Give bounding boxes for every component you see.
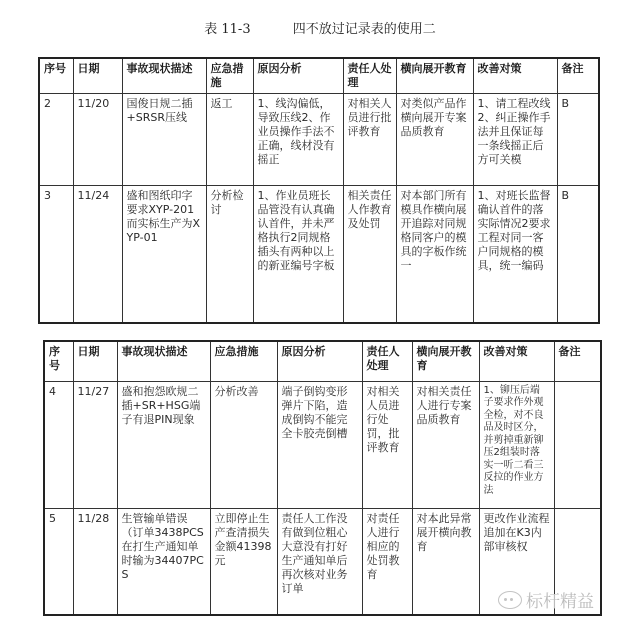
header-description: 事故现状描述	[117, 341, 210, 381]
cell-improvement: 1、铆压后端子要求作外观全检，对不良品及时区分，并剪掉重新铆压2组装时落实一听二看三反拉的作业方法	[479, 381, 554, 508]
cell-cause: 1、作业员班长品管没有认真确认首件，并未严格执行2同规格插头有两种以上的新亚编号字板	[253, 186, 343, 323]
record-table-1	[38, 57, 600, 324]
header-education: 横向展开教育	[412, 341, 479, 381]
table-header-row	[44, 341, 601, 381]
table-header-row	[39, 58, 599, 94]
cell-no: 4	[44, 381, 73, 508]
cell-date: 11/24	[73, 186, 122, 323]
header-responsibility: 责任人处理	[362, 341, 412, 381]
header-cause: 原因分析	[277, 341, 362, 381]
cell-date: 11/28	[73, 508, 117, 615]
record-table-2	[43, 340, 602, 616]
cell-cause: 1、线沟偏低，导致压线2、作业员操作手法不正确，线材没有摇正	[253, 94, 343, 186]
header-responsibility: 责任人处理	[343, 58, 396, 94]
cell-improvement: 更改作业流程追加在K3内部审核权	[479, 508, 554, 615]
table-row	[44, 381, 601, 508]
cell-description: 盛和抱怨欧规二插+SR+HSG端子有退PIN现象	[117, 381, 210, 508]
cell-education: 对相关责任人进行专案品质教育	[412, 381, 479, 508]
wechat-icon	[498, 591, 522, 609]
header-date: 日期	[73, 58, 122, 94]
table-caption	[0, 18, 640, 37]
cell-description: 生管输单错误（订单3438PCS在打生产通知单时输为34407PCS	[117, 508, 210, 615]
cell-responsibility: 对相关人员进行处罚，批评教育	[362, 381, 412, 508]
header-improvement: 改善对策	[479, 341, 554, 381]
header-improvement: 改善对策	[473, 58, 557, 94]
cell-cause: 责任人工作没有做到位粗心大意没有打好生产通知单后再次核对业务订单	[277, 508, 362, 615]
cell-responsibility: 对相关人员进行批评教育	[343, 94, 396, 186]
cell-education: 对本此异常展开横向教育	[412, 508, 479, 615]
header-education: 横向展开教育	[396, 58, 473, 94]
header-no: 序号	[39, 58, 73, 94]
watermark-text: 标杆精益	[526, 592, 594, 612]
cell-cause: 端子倒钩变形弹片下陷，造成倒钩不能完全卡胶壳倒槽	[277, 381, 362, 508]
header-emergency: 应急措施	[206, 58, 253, 94]
cell-responsibility: 对责任人进行相应的处罚教育	[362, 508, 412, 615]
header-emergency: 应急措施	[210, 341, 277, 381]
cell-date: 11/20	[73, 94, 122, 186]
header-cause: 原因分析	[253, 58, 343, 94]
cell-description: 盛和图纸印字要求XYP-201而实标生产为XYP-01	[122, 186, 206, 323]
header-date: 日期	[73, 341, 117, 381]
caption-title: 四不放过记录表的使用二	[292, 22, 436, 37]
cell-emergency: 分析检讨	[206, 186, 253, 323]
cell-improvement: 1、对班长监督确认首件的落实际情况2要求工程对同一客户同规格的模具，统一编码	[473, 186, 557, 323]
cell-description: 国俊日规二插+SRSR压线	[122, 94, 206, 186]
header-remark: 备注	[554, 341, 601, 381]
header-description: 事故现状描述	[122, 58, 206, 94]
cell-emergency: 分析改善	[210, 381, 277, 508]
cell-emergency: 返工	[206, 94, 253, 186]
watermark	[498, 587, 594, 612]
cell-no: 5	[44, 508, 73, 615]
cell-education: 对本部门所有模具作横向展开追踪对同规格同客户的模具的字板作统一	[396, 186, 473, 323]
cell-no: 3	[39, 186, 73, 323]
cell-remark: B	[557, 94, 599, 186]
table-row	[39, 94, 599, 186]
cell-education: 对类似产品作横向展开专案品质教育	[396, 94, 473, 186]
header-no: 序号	[44, 341, 73, 381]
header-remark: 备注	[557, 58, 599, 94]
cell-emergency: 立即停止生产查清损失金额41398元	[210, 508, 277, 615]
table-row	[39, 186, 599, 323]
cell-remark	[554, 381, 601, 508]
cell-no: 2	[39, 94, 73, 186]
caption-number: 表 11-3	[204, 22, 251, 37]
cell-improvement: 1、请工程改线2、纠正操作手法并且保证每一条线摇正后方可关模	[473, 94, 557, 186]
cell-remark: B	[557, 186, 599, 323]
cell-responsibility: 相关责任人作教育及处罚	[343, 186, 396, 323]
cell-date: 11/27	[73, 381, 117, 508]
